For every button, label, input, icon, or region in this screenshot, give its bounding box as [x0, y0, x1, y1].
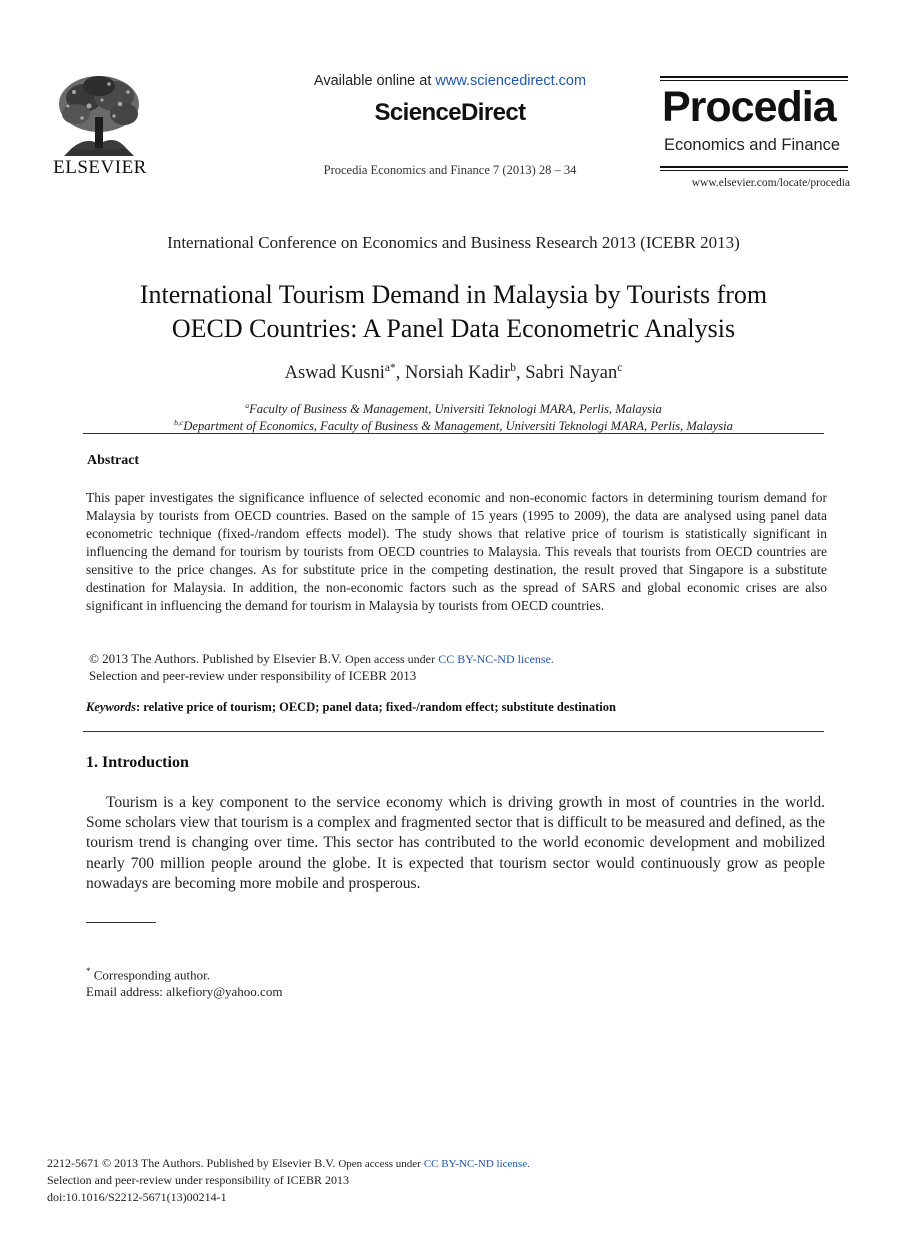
author-list: Aswad Kusni$^{a*}$, Norsiah Kadir$^b$, Sabri Nayan$^c$ — [284, 362, 623, 384]
affiliation-text: Faculty of Business & Management, Universiti Teknologi MARA, Perlis, Malaysia — [249, 402, 662, 417]
available-prefix: Available online at — [313, 73, 432, 89]
peer-review-line: Selection and peer-review under responsibility of ICEBR 2013 — [89, 668, 417, 683]
keywords-label: Keywords — [86, 700, 136, 714]
footer-open-access: Open access under — [338, 1158, 421, 1170]
footer-issn-line — [47, 1156, 530, 1171]
keywords-list: : relative price of tourism; OECD; panel data; fixed-/random effect; substitute destination — [136, 700, 616, 714]
procedia-subtitle: Economics and Finance — [664, 136, 841, 154]
elsevier-wordmark: ELSEVIER — [53, 157, 147, 178]
author-name: Sabri Nayan — [525, 363, 618, 384]
footer-peer-review: Selection and peer-review under responsibility of ICEBR 2013 — [47, 1173, 350, 1187]
keywords-line — [86, 700, 616, 715]
journal-reference: Procedia Economics and Finance 7 (2013) 28 – 34 — [323, 163, 577, 177]
footnote-corresponding — [86, 966, 210, 983]
elsevier-logo — [50, 72, 150, 180]
abstract-top-rule — [83, 433, 824, 434]
footnote-email: Email address: alkefiory@yahoo.com — [86, 984, 283, 999]
footer-doi[interactable]: doi:10.1016/S2212-5671(13)00214-1 — [47, 1190, 227, 1204]
abstract-body: This paper investigates the significance influence of selected economic and non-economic factors in determining tourism demand for Malaysia by tourists from OECD countries. Based on the sample of 15 years (1995 to 2009), the data are analysed using panel data econometric technique (fixed-/random effects model). The study shows that relative price of tourism is statistically significant in influencing the demand for tourism by tourists from OECD countries to Malaysia. This reveals that tourists from OECD countries are sensitive to the price changes. As for substitute price in the competing destination, the result proved that Singapore is a substitute destination for Malaysia. In addition, the non-economic factors such as the spread of SARS and global economic crises are also significant in influencing the demand for tourism in Malaysia by tourists from OECD countries. — [86, 490, 827, 613]
paper-title — [60, 278, 847, 346]
elsevier-tree-icon — [54, 72, 144, 158]
copyright-text: © 2013 The Authors. Published by Elsevier B.V. — [89, 651, 342, 666]
affiliation-sup: a — [245, 401, 250, 410]
introduction-paragraph: Tourism is a key component to the service economy which is driving growth in most of countries in the world. Some scholars view that tourism is a complex and fragmented sector that is difficult to be measured and defined, as the tourism trend is changing over time. This sector has contributed to the world economic development and mobilized nearly 700 million people around the globe. It is expected that tourism sector would continuously grow as people nowadays are becoming more mobile and prosperous. — [86, 794, 825, 892]
procedia-title: Procedia — [662, 83, 836, 131]
author-sup: c — [617, 362, 623, 374]
author-sup: a* — [384, 362, 396, 374]
sciencedirect-link[interactable]: www.sciencedirect.com — [435, 73, 587, 89]
corresponding-author: Corresponding author. — [93, 967, 211, 983]
affiliation-bc — [0, 418, 907, 434]
affiliation-a — [0, 401, 907, 417]
procedia-url[interactable]: www.elsevier.com/locate/procedia — [691, 177, 850, 189]
open-access-text: Open access under — [345, 652, 436, 666]
paper-title-line-1: International Tourism Demand in Malaysia by Tourists from — [139, 280, 768, 309]
footer-issn: 2212-5671 © 2013 The Authors. Published by Elsevier B.V. — [47, 1156, 336, 1170]
procedia-bottom-rule-thin — [660, 170, 848, 171]
footnote-mark: * — [86, 966, 91, 976]
author-name: Norsiah Kadir — [404, 363, 511, 384]
sciencedirect-brand: ScienceDirect — [374, 99, 526, 126]
license-link[interactable]: CC BY-NC-ND license. — [438, 652, 554, 666]
author-name: Aswad Kusni — [284, 363, 385, 384]
author-sup: b — [510, 362, 517, 374]
conference-name: International Conference on Economics and Business Research 2013 (ICEBR 2013) — [167, 233, 740, 252]
footer-license-link[interactable]: CC BY-NC-ND license. — [423, 1158, 530, 1170]
affiliation-sup: b,c — [174, 418, 184, 427]
section-heading-introduction: 1. Introduction — [86, 754, 189, 771]
paper-title-line-2: OECD Countries: A Panel Data Econometric Analysis — [171, 314, 736, 343]
procedia-top-rule — [660, 76, 848, 78]
footnote-rule — [86, 922, 156, 923]
procedia-bottom-rule — [660, 166, 848, 168]
abstract-heading: Abstract — [87, 453, 140, 468]
abstract-bottom-rule — [83, 731, 824, 732]
copyright-line — [89, 651, 554, 667]
procedia-top-rule-thin — [660, 80, 848, 81]
available-online — [200, 73, 700, 89]
affiliation-text: Department of Economics, Faculty of Business & Management, Universiti Teknologi MARA, Perlis, Malaysia — [183, 419, 733, 434]
